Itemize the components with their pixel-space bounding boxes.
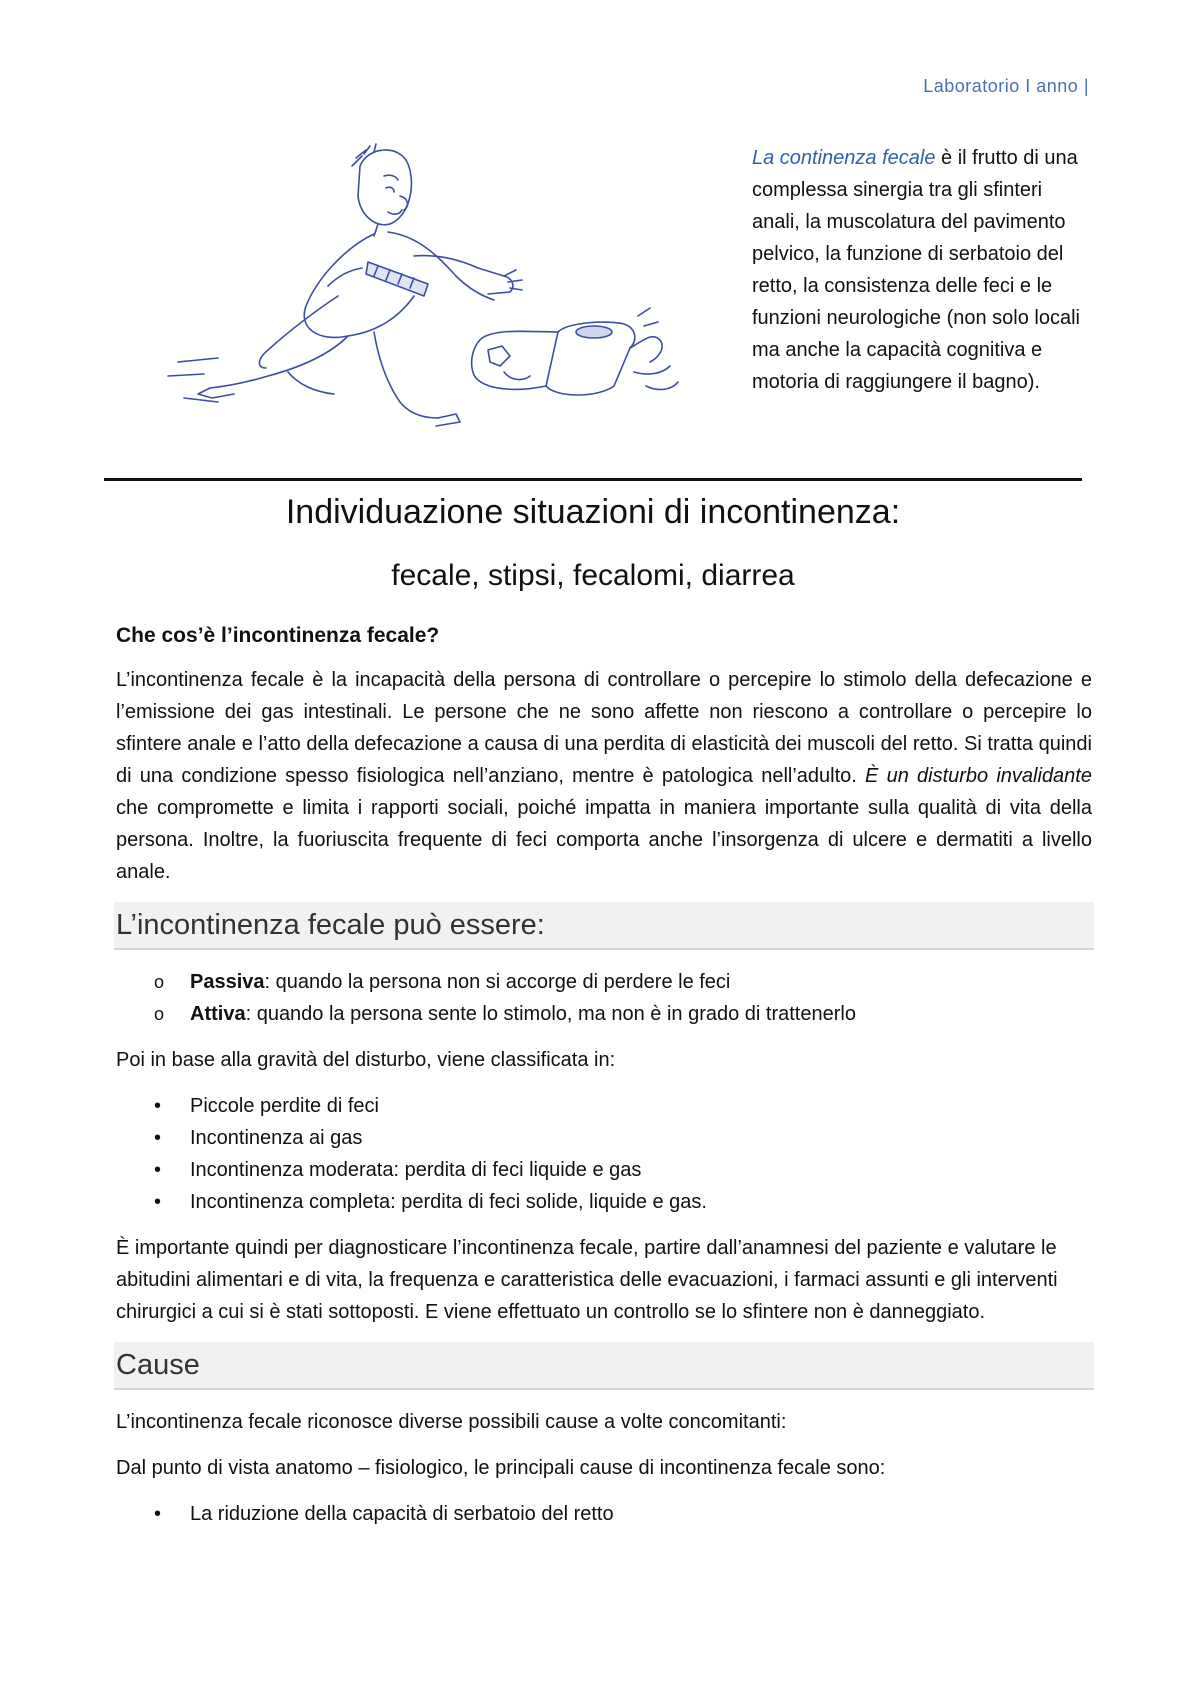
document-subtitle: fecale, stipsi, fecalomi, diarrea	[391, 559, 795, 592]
section-band-types: L’incontinenza fecale può essere:	[114, 902, 1094, 950]
causes-paragraph-1: L’incontinenza fecale riconosce diverse possibili cause a volte concomitanti:	[116, 1411, 787, 1433]
list-item-text: La riduzione della capacità di serbatoio del retto	[190, 1503, 614, 1525]
intro-highlight: La continenza fecale	[752, 147, 936, 169]
list-item-text: Piccole perdite di feci	[190, 1095, 379, 1117]
list-item-text: Incontinenza moderata: perdita di feci liquide e gas	[190, 1159, 642, 1181]
dot-bullet-icon: •	[154, 1159, 162, 1181]
definition-paragraph	[116, 664, 1092, 888]
horizontal-rule	[104, 478, 1082, 481]
dot-bullet-icon: •	[154, 1191, 162, 1213]
classification-intro: Poi in base alla gravità del disturbo, viene classificata in:	[116, 1049, 616, 1071]
dot-bullet-icon: •	[154, 1127, 162, 1149]
list-item-text: Incontinenza completa: perdita di feci solide, liquide e gas.	[190, 1191, 707, 1213]
type-term: Attiva	[190, 1003, 246, 1025]
circle-bullet-icon: o	[154, 972, 165, 992]
classification-list	[116, 1090, 1092, 1218]
list-item	[116, 1498, 1092, 1530]
running-header: Laboratorio I anno |	[923, 76, 1089, 96]
dot-bullet-icon: •	[154, 1095, 162, 1117]
causes-paragraph-2: Dal punto di vista anatomo – fisiologico, le principali cause di incontinenza fecale sono:	[116, 1457, 886, 1479]
type-term: Passiva	[190, 971, 265, 993]
intro-paragraph	[752, 142, 1082, 398]
section-heading-definition: Che cos’è l’incontinenza fecale?	[116, 624, 440, 647]
list-item	[116, 1122, 1092, 1154]
causes-list	[116, 1498, 1092, 1530]
definition-text-2: che compromette e limita i rapporti sociali, poiché impatta in maniera importante sulla qualità di vita della persona. Inoltre, la fuoriuscita frequente di feci comporta anche l’insorgenza di ulcere e dermatiti a livello anale.	[116, 797, 1092, 883]
intro-text: è il frutto di una complessa sinergia tra gli sfinteri anali, la muscolatura del pavimento pelvico, la funzione di serbatoio del retto, la consistenza delle feci e le funzioni neurologiche (non solo locali ma anche la capacità cognitiva e motoria di raggiungere il bagno).	[752, 147, 1080, 393]
list-item	[116, 1186, 1092, 1218]
diagnosis-paragraph: È importante quindi per diagnosticare l’incontinenza fecale, partire dall’anamnesi del paziente e valutare le abitudini alimentari e di vita, la frequenza e caratteristica delle evacuazioni, i farmaci assunti e gli interventi chirurgici a cui si è stati sottoposti. E viene effettuato un controllo se lo sfintere non è danneggiato.	[116, 1237, 1058, 1323]
dot-bullet-icon: •	[154, 1503, 162, 1525]
type-desc: : quando la persona non si accorge di perdere le feci	[264, 971, 731, 993]
document-title: Individuazione situazioni di incontinenza:	[285, 493, 901, 531]
section-band-causes: Cause	[114, 1342, 1094, 1390]
definition-text-1: L’incontinenza fecale è la incapacità della persona di controllare o percepire lo stimolo della defecazione e l’emissione dei gas intestinali. Le persone che ne sono affette non riescono a controllare o percepire lo sfintere anale e l’atto della defecazione a causa di una perdita di elasticità dei muscoli del retto. Si tratta quindi di una condizione spesso fisiologica nell’anziano, mentre è patologica nell’adulto.	[116, 669, 1092, 787]
list-item	[116, 1154, 1092, 1186]
definition-italic: È un disturbo invalidante	[865, 765, 1092, 787]
list-item-text: Incontinenza ai gas	[190, 1127, 363, 1149]
list-item	[116, 1090, 1092, 1122]
running-man-toilet-paper-illustration	[138, 136, 698, 436]
document-body	[116, 620, 1092, 1544]
circle-bullet-icon: o	[154, 1004, 165, 1024]
list-item	[116, 966, 1092, 998]
types-list	[116, 966, 1092, 1030]
list-item	[116, 998, 1092, 1030]
type-desc: : quando la persona sente lo stimolo, ma non è in grado di trattenerlo	[245, 1003, 856, 1025]
